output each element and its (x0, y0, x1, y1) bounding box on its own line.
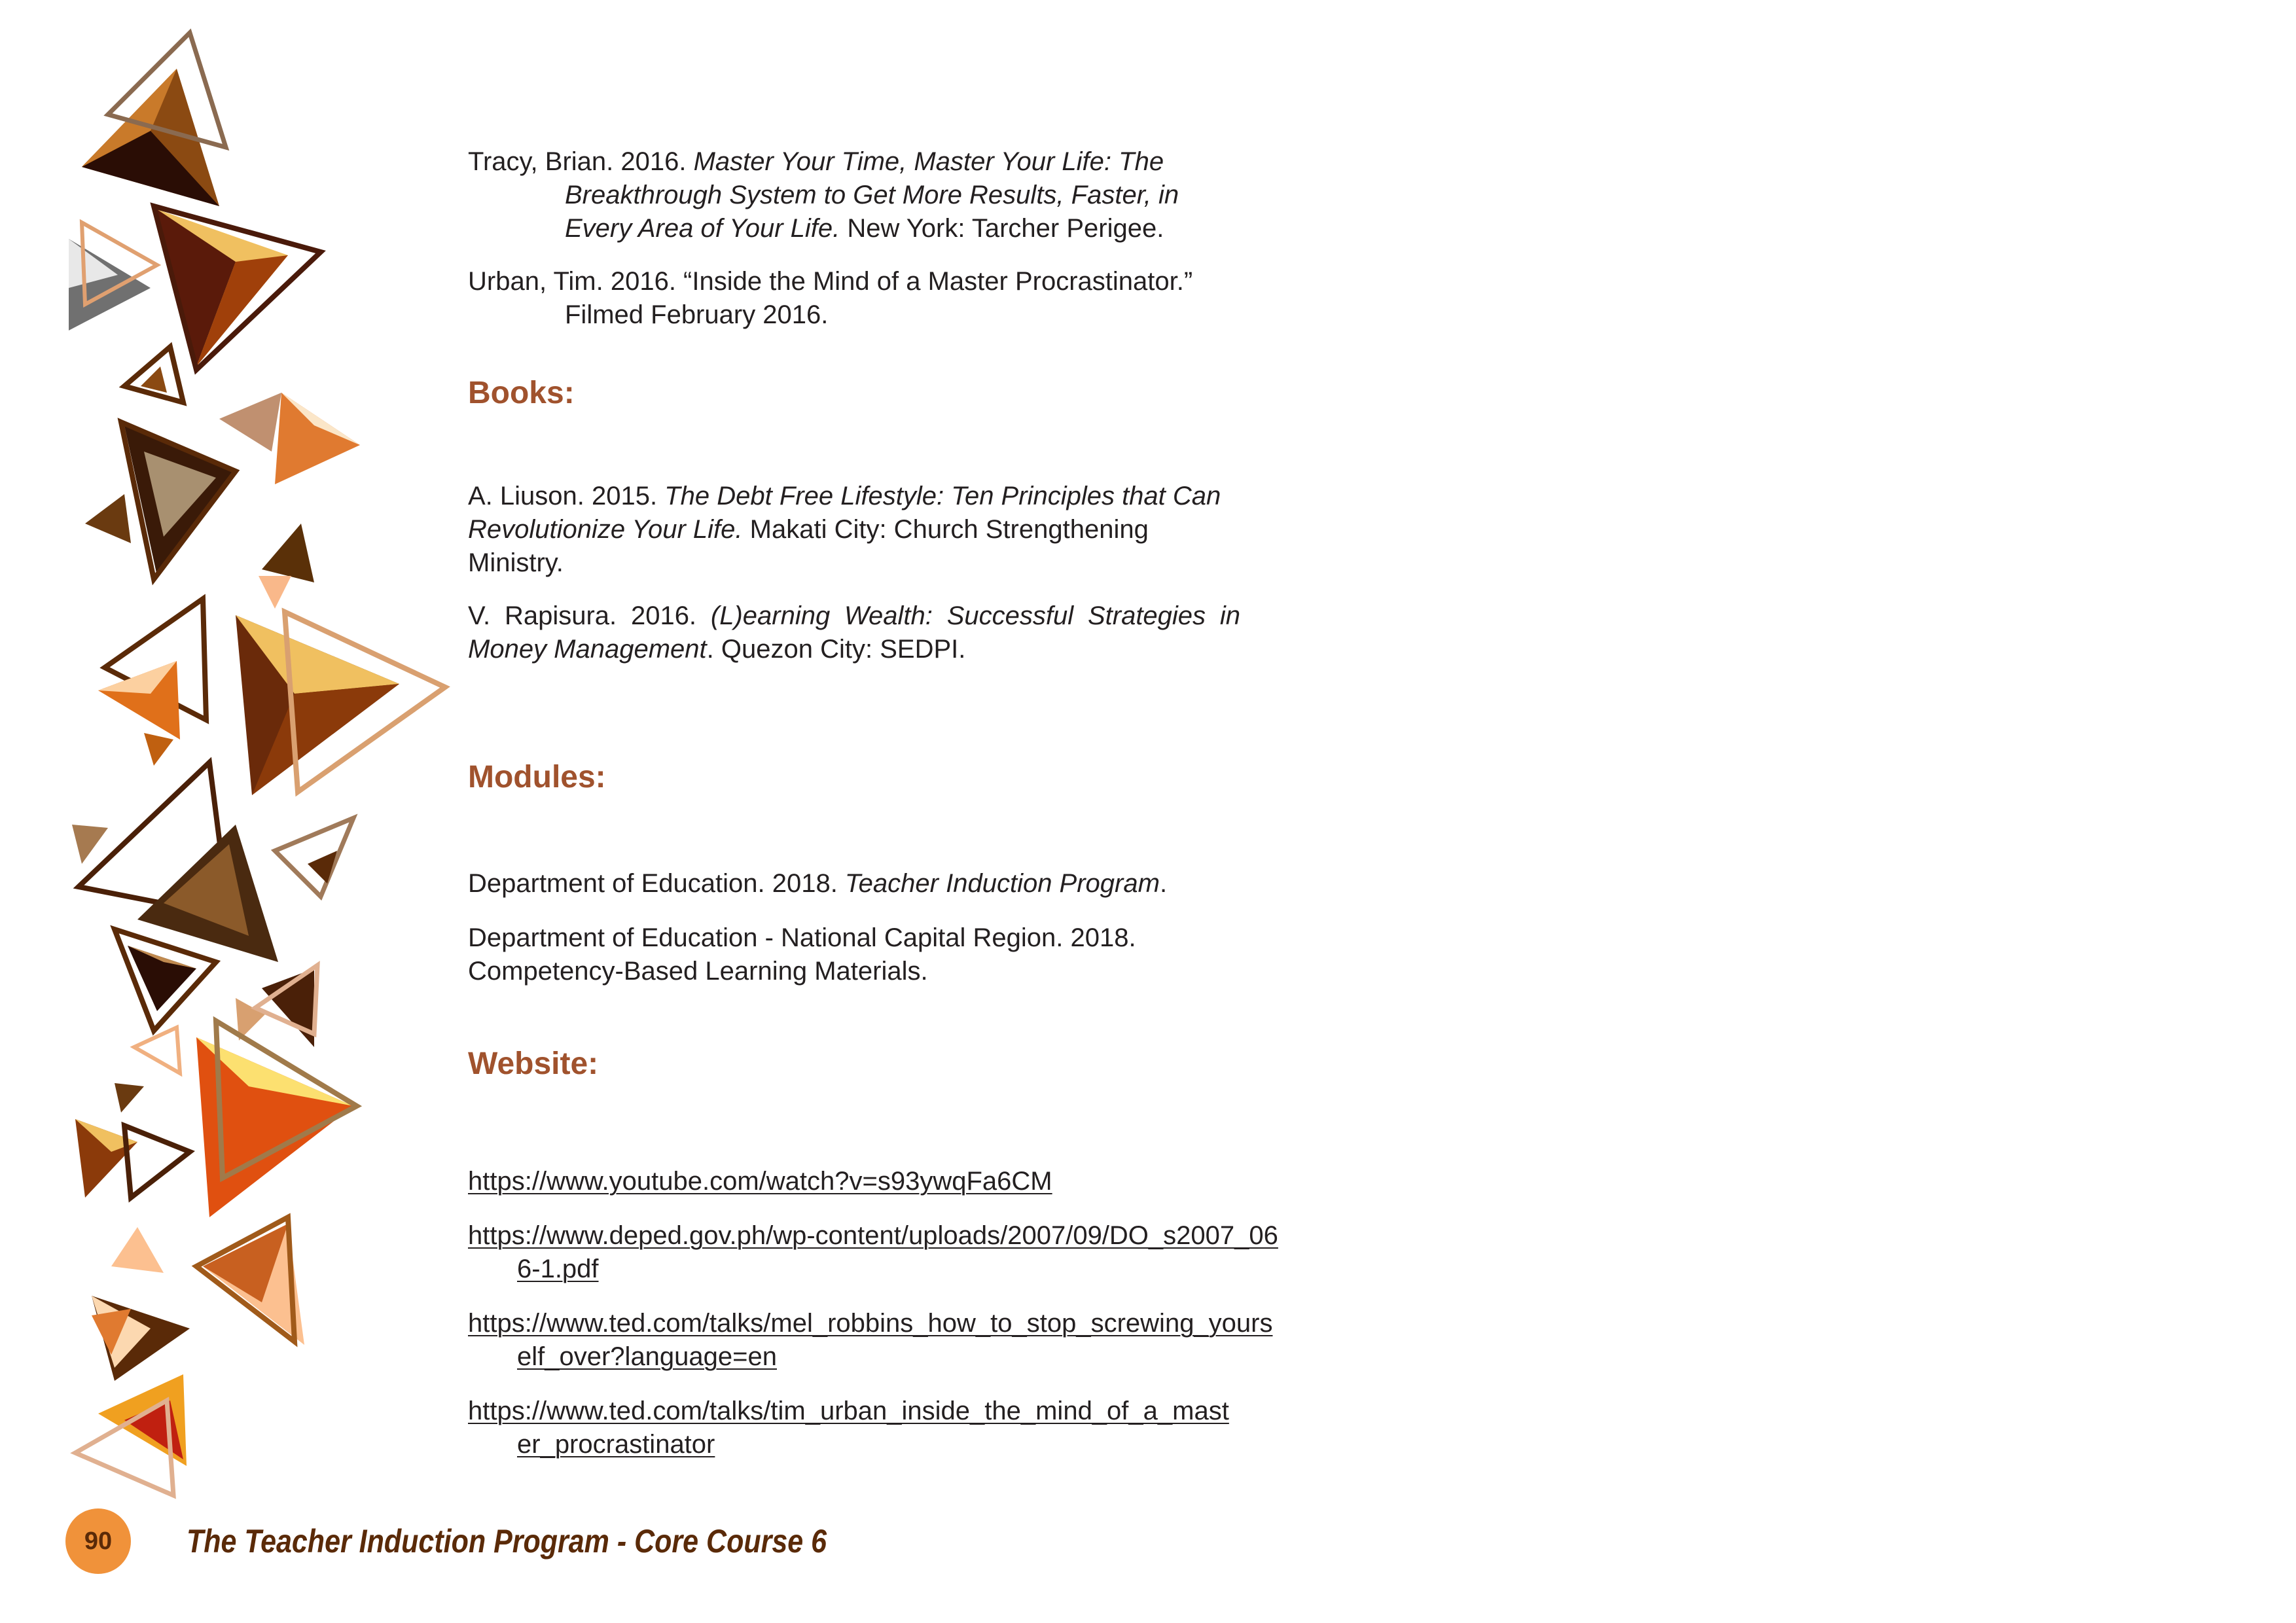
website-list (468, 1165, 1278, 1461)
book-entry (468, 599, 1240, 666)
book-author-year: V. Rapisura. 2016. (468, 601, 711, 630)
reference-entry (468, 265, 1240, 332)
website-link[interactable]: https://www.youtube.com/watch?v=s93ywqFa6CM (468, 1167, 1052, 1196)
book-publisher: Makati City: Church Strengthening Ministry. (468, 515, 1149, 577)
module-text: Department of Education. 2018. (468, 869, 845, 898)
modules-heading: Modules: (468, 760, 606, 794)
page-number-badge: 90 (65, 1508, 131, 1574)
modules-list (468, 867, 1240, 988)
website-link[interactable]: https://www.deped.gov.ph/wp-content/uploads/2007/09/DO_s2007_066-1.pdf (468, 1221, 1278, 1283)
module-title: Teacher Induction Program (844, 869, 1160, 898)
website-link[interactable]: https://www.ted.com/talks/mel_robbins_how_to_stop_screwing_yourself_over?language=en (468, 1309, 1273, 1371)
book-title: (L)earning Wealth: Successful Strategies in Money Management (468, 601, 1241, 664)
reference-author-year: Urban, Tim. 2016. (468, 267, 684, 296)
reference-title: Master Your Time, Master Your Life: The Breakthrough System to Get More Results, Faster, in Every Area of Your Life. (565, 147, 1179, 243)
module-entry (468, 921, 1162, 988)
books-heading: Books: (468, 376, 575, 410)
page-footer (65, 1508, 931, 1574)
website-heading: Website: (468, 1046, 599, 1081)
decorative-triangles (0, 0, 471, 1623)
reference-author-year: Tracy, Brian. 2016. (468, 147, 694, 176)
module-text: Department of Education - National Capital Region. 2018. Competency-Based Learning Materials. (468, 923, 1136, 986)
book-title: The Debt Free Lifestyle: Ten Principles that Can Revolutionize Your Life. (468, 482, 1221, 544)
reference-publisher: Filmed February 2016. (565, 300, 829, 329)
reference-publisher: New York: Tarcher Perigee. (840, 214, 1164, 243)
book-author-year: A. Liuson. 2015. (468, 482, 665, 510)
book-publisher: . Quezon City: SEDPI. (706, 635, 966, 664)
module-entry (468, 867, 1240, 901)
reference-list-top (468, 145, 1240, 332)
book-entry (468, 480, 1240, 580)
reference-title: “Inside the Mind of a Master Procrastinator.” (683, 267, 1193, 296)
books-list (468, 480, 1240, 666)
module-end: . (1159, 869, 1168, 898)
reference-entry (468, 145, 1240, 245)
website-link[interactable]: https://www.ted.com/talks/tim_urban_inside_the_mind_of_a_master_procrastinator (468, 1397, 1229, 1459)
footer-title: The Teacher Induction Program - Core Course 6 (187, 1523, 827, 1560)
